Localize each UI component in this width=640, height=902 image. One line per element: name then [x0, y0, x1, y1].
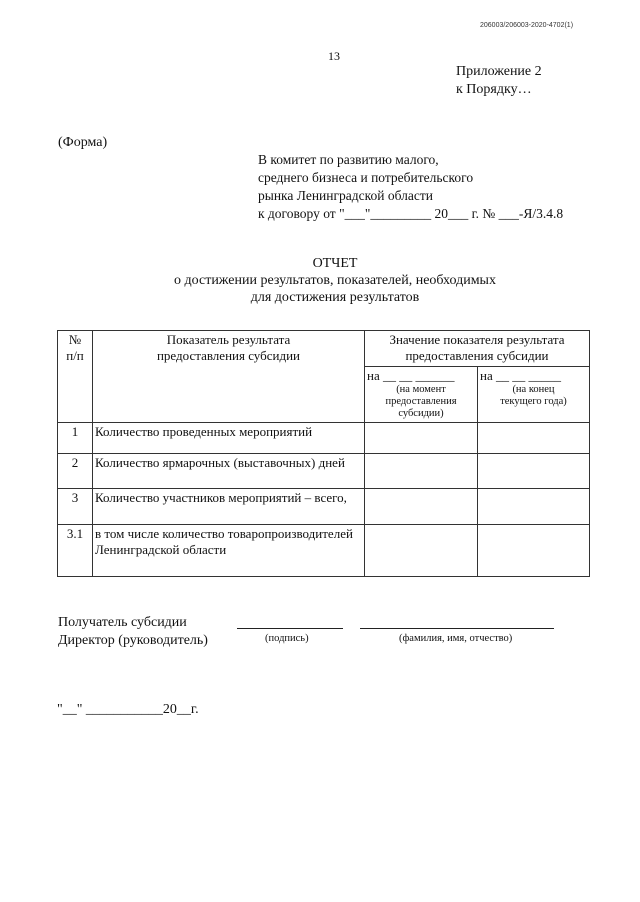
- row-indicator: Количество проведенных мероприятий: [93, 423, 365, 454]
- subheader-initial-note-3: субсидии): [398, 408, 444, 419]
- report-title-sub1: о достижении результатов, показателей, необходимых: [174, 273, 496, 288]
- addressee-line-2: среднего бизнеса и потребительского: [258, 170, 474, 185]
- signature-caption: (подпись): [265, 633, 309, 644]
- subheader-initial: [365, 367, 478, 423]
- row-value-end[interactable]: [478, 454, 590, 489]
- director-label: Директор (руководитель): [58, 633, 208, 648]
- row-value-end[interactable]: [478, 525, 590, 577]
- row-number: 1: [58, 423, 93, 454]
- date-line: "__" ___________20__г.: [57, 702, 199, 717]
- row-number: 2: [58, 454, 93, 489]
- row-indicator: Количество участников мероприятий – всего,: [93, 489, 365, 525]
- header-indicator-line-1: Показатель результата: [166, 332, 291, 347]
- row-value-end[interactable]: [478, 489, 590, 525]
- row-value-initial[interactable]: [365, 454, 478, 489]
- subheader-end-of-year: [478, 367, 590, 423]
- row-indicator: в том числе количество товаропроизводителей Ленинградской области: [93, 525, 365, 577]
- page-number: 13: [328, 49, 340, 63]
- subheader-initial-note-1: (на момент: [396, 384, 446, 395]
- row-value-end[interactable]: [478, 423, 590, 454]
- signature-line[interactable]: [237, 628, 343, 629]
- header-number-line-1: №: [68, 332, 82, 347]
- row-value-initial[interactable]: [365, 489, 478, 525]
- row-value-initial[interactable]: [365, 525, 478, 577]
- row-indicator: Количество ярмарочных (выставочных) дней: [93, 454, 365, 489]
- table-row: [58, 423, 590, 454]
- row-value-initial[interactable]: [365, 423, 478, 454]
- report-title-main: ОТЧЕТ: [312, 256, 358, 271]
- table-row: [58, 525, 590, 577]
- header-indicator: [93, 331, 365, 423]
- full-name-caption: (фамилия, имя, отчество): [399, 633, 513, 644]
- header-indicator-line-2: предоставления субсидии: [156, 348, 301, 363]
- header-number: [58, 331, 93, 423]
- row-number: 3: [58, 489, 93, 525]
- row-number: 3.1: [58, 525, 93, 577]
- report-table: [57, 330, 590, 577]
- header-number-line-2: п/п: [66, 348, 84, 363]
- addressee-block: [258, 151, 563, 223]
- appendix-line-1: Приложение 2: [456, 64, 542, 79]
- signature-labels: [58, 614, 208, 650]
- contract-line: к договору от "___"_________ 20___ г. № ___-Я/3.4.8: [258, 206, 564, 221]
- header-value-line-1: Значение показателя результата: [389, 332, 565, 347]
- subheader-initial-note-2: предоставления: [385, 396, 457, 407]
- subheader-initial-date: на __ __ ______: [367, 368, 455, 383]
- document-id: 206003/206003-2020-4702(1): [480, 22, 574, 29]
- full-name-line[interactable]: [360, 628, 554, 629]
- header-value-line-2: предоставления субсидии: [405, 348, 549, 363]
- table-row: [58, 489, 590, 525]
- table-row: [58, 454, 590, 489]
- report-title-sub2: для достижения результатов: [250, 290, 420, 305]
- report-title: [0, 255, 640, 306]
- recipient-label: Получатель субсидии: [58, 615, 187, 630]
- subheader-end-note-1: (на конец: [512, 384, 555, 395]
- header-value: [365, 331, 590, 367]
- appendix-note: [456, 63, 542, 99]
- subheader-end-date: на __ __ _____: [480, 368, 561, 383]
- addressee-line-3: рынка Ленинградской области: [258, 188, 433, 203]
- addressee-line-1: В комитет по развитию малого,: [258, 152, 439, 167]
- subheader-end-note-2: текущего года): [500, 396, 567, 407]
- form-label: (Форма): [58, 135, 108, 150]
- appendix-line-2: к Порядку…: [456, 82, 532, 97]
